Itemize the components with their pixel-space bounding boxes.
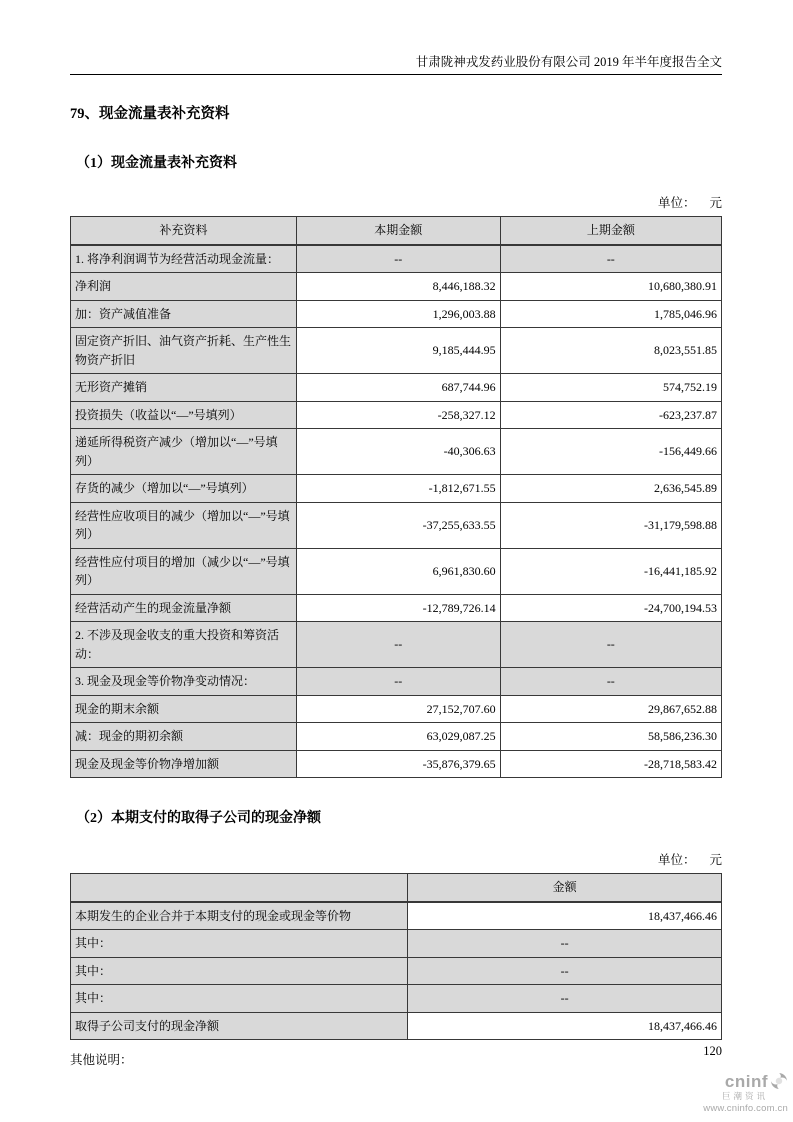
table-row: [71, 957, 722, 985]
col-header-empty: [71, 874, 408, 902]
row-value: --: [408, 957, 722, 985]
unit-label: 单位：: [657, 196, 696, 210]
table-row: [71, 300, 722, 328]
subsidiary-table-body: [71, 902, 722, 1040]
cninfo-swirl-icon: [770, 1072, 788, 1090]
table-row: [71, 502, 722, 548]
row-label: 加：资产减值准备: [71, 300, 297, 328]
cninfo-logo-name: 巨潮资讯: [721, 1091, 768, 1101]
col-header-supplement: 补充资料: [71, 217, 297, 245]
row-value: --: [408, 985, 722, 1013]
table-row: [71, 930, 722, 958]
row-value: --: [500, 622, 721, 668]
row-value: -16,441,185.92: [500, 548, 721, 594]
row-value: --: [500, 245, 721, 273]
cninfo-logo-text: cninf: [724, 1071, 768, 1091]
row-label: 现金及现金等价物净增加额: [71, 750, 297, 778]
unit-line-2: [70, 850, 722, 868]
row-label: 净利润: [71, 273, 297, 301]
row-value: 6,961,830.60: [296, 548, 500, 594]
row-label: 其中：: [71, 930, 408, 958]
table-row: [71, 695, 722, 723]
row-value: 9,185,444.95: [296, 328, 500, 374]
row-value: 8,446,188.32: [296, 273, 500, 301]
row-value: 687,744.96: [296, 374, 500, 402]
row-label: 存货的减少（增加以“—”号填列）: [71, 475, 297, 503]
row-value: -12,789,726.14: [296, 594, 500, 622]
row-value: -31,179,598.88: [500, 502, 721, 548]
cninfo-logo: [703, 1072, 788, 1113]
row-value: -258,327.12: [296, 401, 500, 429]
row-value: -40,306.63: [296, 429, 500, 475]
table-row: [71, 429, 722, 475]
row-value: 63,029,087.25: [296, 723, 500, 751]
table-row: [71, 668, 722, 696]
table-row: [71, 245, 722, 273]
row-value: --: [296, 245, 500, 273]
table-row: [71, 985, 722, 1013]
row-label: 投资损失（收益以“—”号填列）: [71, 401, 297, 429]
row-label: 经营性应收项目的减少（增加以“—”号填列）: [71, 502, 297, 548]
supplementary-table-body: [71, 245, 722, 778]
table-row: [71, 273, 722, 301]
row-value: -37,255,633.55: [296, 502, 500, 548]
row-label: 3. 现金及现金等价物净变动情况：: [71, 668, 297, 696]
row-value: 27,152,707.60: [296, 695, 500, 723]
row-value: -1,812,671.55: [296, 475, 500, 503]
row-value: 18,437,466.46: [408, 902, 722, 930]
table-row: [71, 622, 722, 668]
row-label: 递延所得税资产减少（增加以“—”号填列）: [71, 429, 297, 475]
table-row: [71, 902, 722, 930]
subsidiary-cash-table: [70, 873, 722, 1040]
subsection2-title: （2）本期支付的取得子公司的现金净额: [76, 811, 321, 826]
unit-value: 元: [709, 196, 722, 210]
subsection1-title: （1）现金流量表补充资料: [76, 156, 237, 171]
row-label: 其中：: [71, 957, 408, 985]
row-label: 经营性应付项目的增加（减少以“—”号填列）: [71, 548, 297, 594]
table-row: [71, 401, 722, 429]
row-value: -35,876,379.65: [296, 750, 500, 778]
row-label: 无形资产摊销: [71, 374, 297, 402]
row-label: 现金的期末余额: [71, 695, 297, 723]
row-label: 1. 将净利润调节为经营活动现金流量：: [71, 245, 297, 273]
row-value: --: [296, 668, 500, 696]
col-header-current-period: 本期金额: [296, 217, 500, 245]
row-label: 本期发生的企业合并于本期支付的现金或现金等价物: [71, 902, 408, 930]
row-value: 1,296,003.88: [296, 300, 500, 328]
table-row: [71, 750, 722, 778]
table-row: [71, 475, 722, 503]
row-label: 2. 不涉及现金收支的重大投资和筹资活动：: [71, 622, 297, 668]
col-header-prior-period: 上期金额: [500, 217, 721, 245]
row-value: 10,680,380.91: [500, 273, 721, 301]
table-row: [71, 723, 722, 751]
table-row: [71, 374, 722, 402]
cash-flow-supplementary-table: [70, 216, 722, 778]
col-header-amount: 金额: [408, 874, 722, 902]
row-label: 取得子公司支付的现金净额: [71, 1012, 408, 1040]
table-row: [71, 1012, 722, 1040]
row-label: 减：现金的期初余额: [71, 723, 297, 751]
row-label: 经营活动产生的现金流量净额: [71, 594, 297, 622]
row-value: --: [408, 930, 722, 958]
unit-value: 元: [709, 853, 722, 867]
row-value: 8,023,551.85: [500, 328, 721, 374]
unit-line-1: [70, 193, 722, 211]
row-value: -156,449.66: [500, 429, 721, 475]
page-number: 120: [703, 1044, 722, 1058]
row-label: 固定资产折旧、油气资产折耗、生产性生物资产折旧: [71, 328, 297, 374]
table-header-row: [71, 217, 722, 245]
report-header-title: 甘肃陇神戎发药业股份有限公司 2019 年半年度报告全文: [70, 0, 722, 75]
row-value: 574,752.19: [500, 374, 721, 402]
row-value: -623,237.87: [500, 401, 721, 429]
row-value: -24,700,194.53: [500, 594, 721, 622]
cninfo-logo-url: www.cninfo.com.cn: [703, 1102, 788, 1114]
row-value: 18,437,466.46: [408, 1012, 722, 1040]
section-heading: 79、现金流量表补充资料: [70, 106, 230, 122]
table-row: [71, 328, 722, 374]
row-value: 58,586,236.30: [500, 723, 721, 751]
row-value: 1,785,046.96: [500, 300, 721, 328]
other-notes-label: 其他说明：: [70, 1053, 133, 1067]
row-value: 29,867,652.88: [500, 695, 721, 723]
row-value: 2,636,545.89: [500, 475, 721, 503]
table-row: [71, 594, 722, 622]
row-value: -28,718,583.42: [500, 750, 721, 778]
unit-label: 单位：: [657, 853, 696, 867]
row-value: --: [500, 668, 721, 696]
table-row: [71, 548, 722, 594]
row-value: --: [296, 622, 500, 668]
row-label: 其中：: [71, 985, 408, 1013]
table-header-row: [71, 874, 722, 902]
